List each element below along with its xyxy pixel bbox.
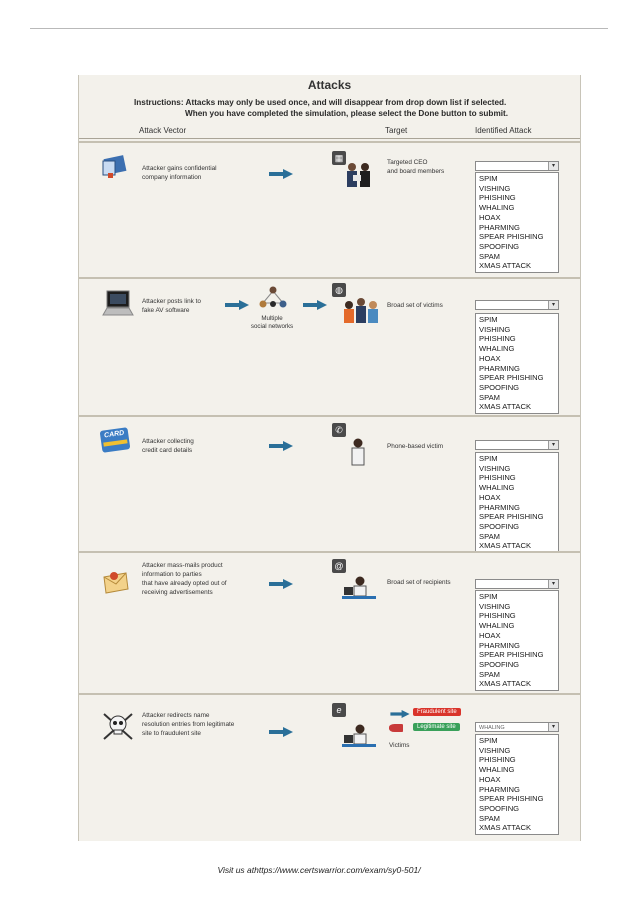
target-text-3 — [387, 442, 443, 451]
vector-line: that have already opted out of — [142, 580, 227, 587]
chevron-down-icon[interactable]: ▾ — [548, 301, 558, 309]
browser-symbol: e — [336, 705, 342, 715]
social-networks-label — [247, 315, 297, 331]
option-whaling[interactable]: WHALING — [479, 621, 515, 631]
target-line: Phone-based victim — [387, 443, 444, 450]
vector-line: fake AV software — [142, 307, 190, 314]
vector-line: credit card details — [142, 447, 193, 454]
building-icon: ▦ — [332, 151, 346, 165]
vector-line: Attacker redirects name — [142, 712, 210, 719]
option-spim[interactable]: SPIM — [479, 736, 498, 745]
option-spear-phishing[interactable]: SPEAR PHISHING — [479, 232, 544, 242]
target-text-2 — [387, 301, 443, 310]
chevron-down-icon[interactable]: ▾ — [548, 580, 558, 588]
option-spam[interactable]: SPAM — [479, 531, 500, 541]
column-header-row — [79, 124, 580, 139]
option-spim[interactable]: SPIM — [479, 592, 498, 601]
phone-victim-icon — [349, 437, 367, 467]
blocked-arrow-icon — [389, 724, 403, 732]
identified-attack-options-4[interactable] — [475, 590, 559, 691]
vector-line: site to fraudulent site — [142, 730, 201, 737]
vector-text-1 — [142, 164, 217, 182]
option-vishing[interactable]: VISHING — [479, 745, 511, 755]
at-sign-icon — [332, 559, 346, 573]
top-rule — [30, 28, 608, 29]
option-hoax[interactable]: HOAX — [479, 353, 501, 363]
arrow-icon — [303, 300, 327, 310]
vector-line: receiving advertisements — [142, 589, 213, 596]
option-hoax[interactable]: HOAX — [479, 492, 501, 502]
vector-line: resolution entries from legitimate — [142, 721, 235, 728]
at-symbol: @ — [334, 561, 344, 571]
target-text-5 — [389, 742, 409, 749]
identified-attack-options-1[interactable] — [475, 172, 559, 273]
identified-attack-select-5[interactable] — [475, 722, 559, 732]
attack-row-1 — [79, 141, 580, 279]
option-hoax[interactable]: HOAX — [479, 212, 501, 222]
instructions — [134, 97, 508, 119]
header-identified-attack: Identified Attack — [475, 126, 532, 135]
option-spim[interactable]: SPIM — [479, 454, 498, 463]
option-pharming[interactable]: PHARMING — [479, 363, 520, 373]
arrow-icon — [225, 300, 249, 310]
option-spear-phishing[interactable]: SPEAR PHISHING — [479, 794, 544, 804]
option-pharming[interactable]: PHARMING — [479, 502, 520, 512]
option-hoax[interactable]: HOAX — [479, 630, 501, 640]
option-xmas-attack[interactable]: XMAS ATTACK — [479, 261, 532, 271]
option-phishing[interactable]: PHISHING — [479, 611, 516, 621]
option-spoofing[interactable]: SPOOFING — [479, 241, 520, 251]
target-text-1 — [387, 158, 444, 176]
option-vishing[interactable]: VISHING — [479, 601, 511, 611]
option-whaling[interactable]: WHALING — [479, 483, 515, 493]
option-xmas-attack[interactable]: XMAS ATTACK — [479, 402, 532, 412]
vector-line: Attacker mass-mails product — [142, 562, 223, 569]
option-pharming[interactable]: PHARMING — [479, 222, 520, 232]
social-network-icon — [257, 285, 289, 311]
recipient-at-desk-icon — [341, 575, 377, 603]
globe-icon: ◍ — [332, 283, 346, 297]
browser-icon — [332, 703, 346, 717]
target-line: Broad set of recipients — [387, 579, 451, 586]
social-line: social networks — [250, 323, 294, 330]
option-spoofing[interactable]: SPOOFING — [479, 659, 520, 669]
identified-attack-select-1[interactable] — [475, 161, 559, 171]
target-line: Targeted CEO — [387, 159, 428, 166]
option-phishing[interactable]: PHISHING — [479, 193, 516, 203]
vector-text-3 — [142, 437, 194, 455]
chevron-down-icon[interactable]: ▾ — [548, 723, 558, 731]
option-spam[interactable]: SPAM — [479, 669, 500, 679]
target-text-4 — [387, 578, 451, 587]
option-vishing[interactable]: VISHING — [479, 324, 511, 334]
option-phishing[interactable]: PHISHING — [479, 473, 516, 483]
identified-attack-options-5[interactable] — [475, 734, 559, 835]
fraudulent-site-badge: Fraudulent site — [413, 708, 461, 716]
identified-attack-select-4[interactable] — [475, 579, 559, 589]
vector-line: Attacker collecting — [142, 438, 194, 445]
vector-text-2 — [142, 297, 201, 315]
mail-icon — [101, 567, 129, 595]
group-of-people-icon — [341, 297, 381, 325]
option-spam[interactable]: SPAM — [479, 392, 500, 402]
option-pharming[interactable]: PHARMING — [479, 784, 520, 794]
arrow-icon — [269, 727, 293, 737]
arrow-icon — [390, 710, 409, 718]
vector-text-5 — [142, 711, 234, 738]
header-attack-vector: Attack Vector — [139, 126, 187, 135]
option-vishing[interactable]: VISHING — [479, 463, 511, 473]
target-line: and board members — [387, 168, 445, 175]
victim-at-desk-icon — [341, 723, 377, 751]
instructions-line-1: Instructions: Attacks may only be used once, and will disappear from drop down list if selected. — [134, 98, 507, 107]
target-line: Victims — [389, 742, 410, 749]
vector-line: company information — [142, 174, 202, 181]
attack-row-2 — [79, 277, 580, 417]
card-text: CARD — [103, 429, 125, 440]
option-xmas-attack[interactable]: XMAS ATTACK — [479, 541, 532, 551]
identified-attack-select-3[interactable] — [475, 440, 559, 450]
chevron-down-icon[interactable]: ▾ — [548, 441, 558, 449]
identified-attack-options-2[interactable] — [475, 313, 559, 414]
option-spoofing[interactable]: SPOOFING — [479, 803, 520, 813]
vector-text-4 — [142, 561, 227, 597]
option-phishing[interactable]: PHISHING — [479, 334, 516, 344]
vector-line: Attacker gains confidential — [142, 165, 217, 172]
attacks-simulation-screen — [78, 75, 581, 841]
option-spear-phishing[interactable]: SPEAR PHISHING — [479, 373, 544, 383]
option-xmas-attack[interactable]: XMAS ATTACK — [479, 823, 532, 833]
option-spear-phishing[interactable]: SPEAR PHISHING — [479, 650, 544, 660]
option-spam[interactable]: SPAM — [479, 813, 500, 823]
identified-attack-select-2[interactable] — [475, 300, 559, 310]
credit-card-icon — [100, 427, 131, 453]
social-line: Multiple — [261, 315, 283, 322]
screen-title: Attacks — [307, 78, 352, 92]
option-hoax[interactable]: HOAX — [479, 774, 501, 784]
laptop-icon — [101, 289, 135, 317]
identified-attack-options-3[interactable] — [475, 452, 559, 553]
attack-row-3 — [79, 415, 580, 553]
instructions-line-2: When you have completed the simulation, please select the Done button to submit. — [185, 109, 508, 118]
folder-icon — [101, 151, 129, 179]
skull-icon — [101, 709, 135, 743]
option-pharming[interactable]: PHARMING — [479, 640, 520, 650]
option-spoofing[interactable]: SPOOFING — [479, 521, 520, 531]
option-whaling[interactable]: WHALING — [479, 344, 515, 354]
legitimate-site-badge: Legitimate site — [413, 723, 460, 731]
arrow-icon — [269, 579, 293, 589]
attack-row-4 — [79, 551, 580, 695]
attack-row-5 — [79, 693, 580, 843]
option-spam[interactable]: SPAM — [479, 251, 500, 261]
select-value: WHALING — [479, 725, 505, 731]
option-spim[interactable]: SPIM — [479, 174, 498, 183]
option-spim[interactable]: SPIM — [479, 315, 498, 324]
option-phishing[interactable]: PHISHING — [479, 755, 516, 765]
option-vishing[interactable]: VISHING — [479, 183, 511, 193]
option-spear-phishing[interactable]: SPEAR PHISHING — [479, 512, 544, 522]
option-whaling[interactable]: WHALING — [479, 765, 515, 775]
option-xmas-attack[interactable]: XMAS ATTACK — [479, 679, 532, 689]
vector-line: information to parties — [142, 571, 202, 578]
phone-icon: ✆ — [332, 423, 346, 437]
arrow-icon — [269, 169, 293, 179]
chevron-down-icon[interactable]: ▾ — [548, 162, 558, 170]
vector-line: Attacker posts link to — [142, 298, 201, 305]
header-target: Target — [385, 126, 408, 135]
footer-link-text: Visit us athttps://www.certswarrior.com/exam/sy0-501/ — [217, 865, 421, 875]
option-whaling[interactable]: WHALING — [479, 203, 515, 213]
executives-icon — [341, 161, 377, 189]
option-spoofing[interactable]: SPOOFING — [479, 382, 520, 392]
arrow-icon — [269, 441, 293, 451]
target-line: Broad set of victims — [387, 302, 443, 309]
